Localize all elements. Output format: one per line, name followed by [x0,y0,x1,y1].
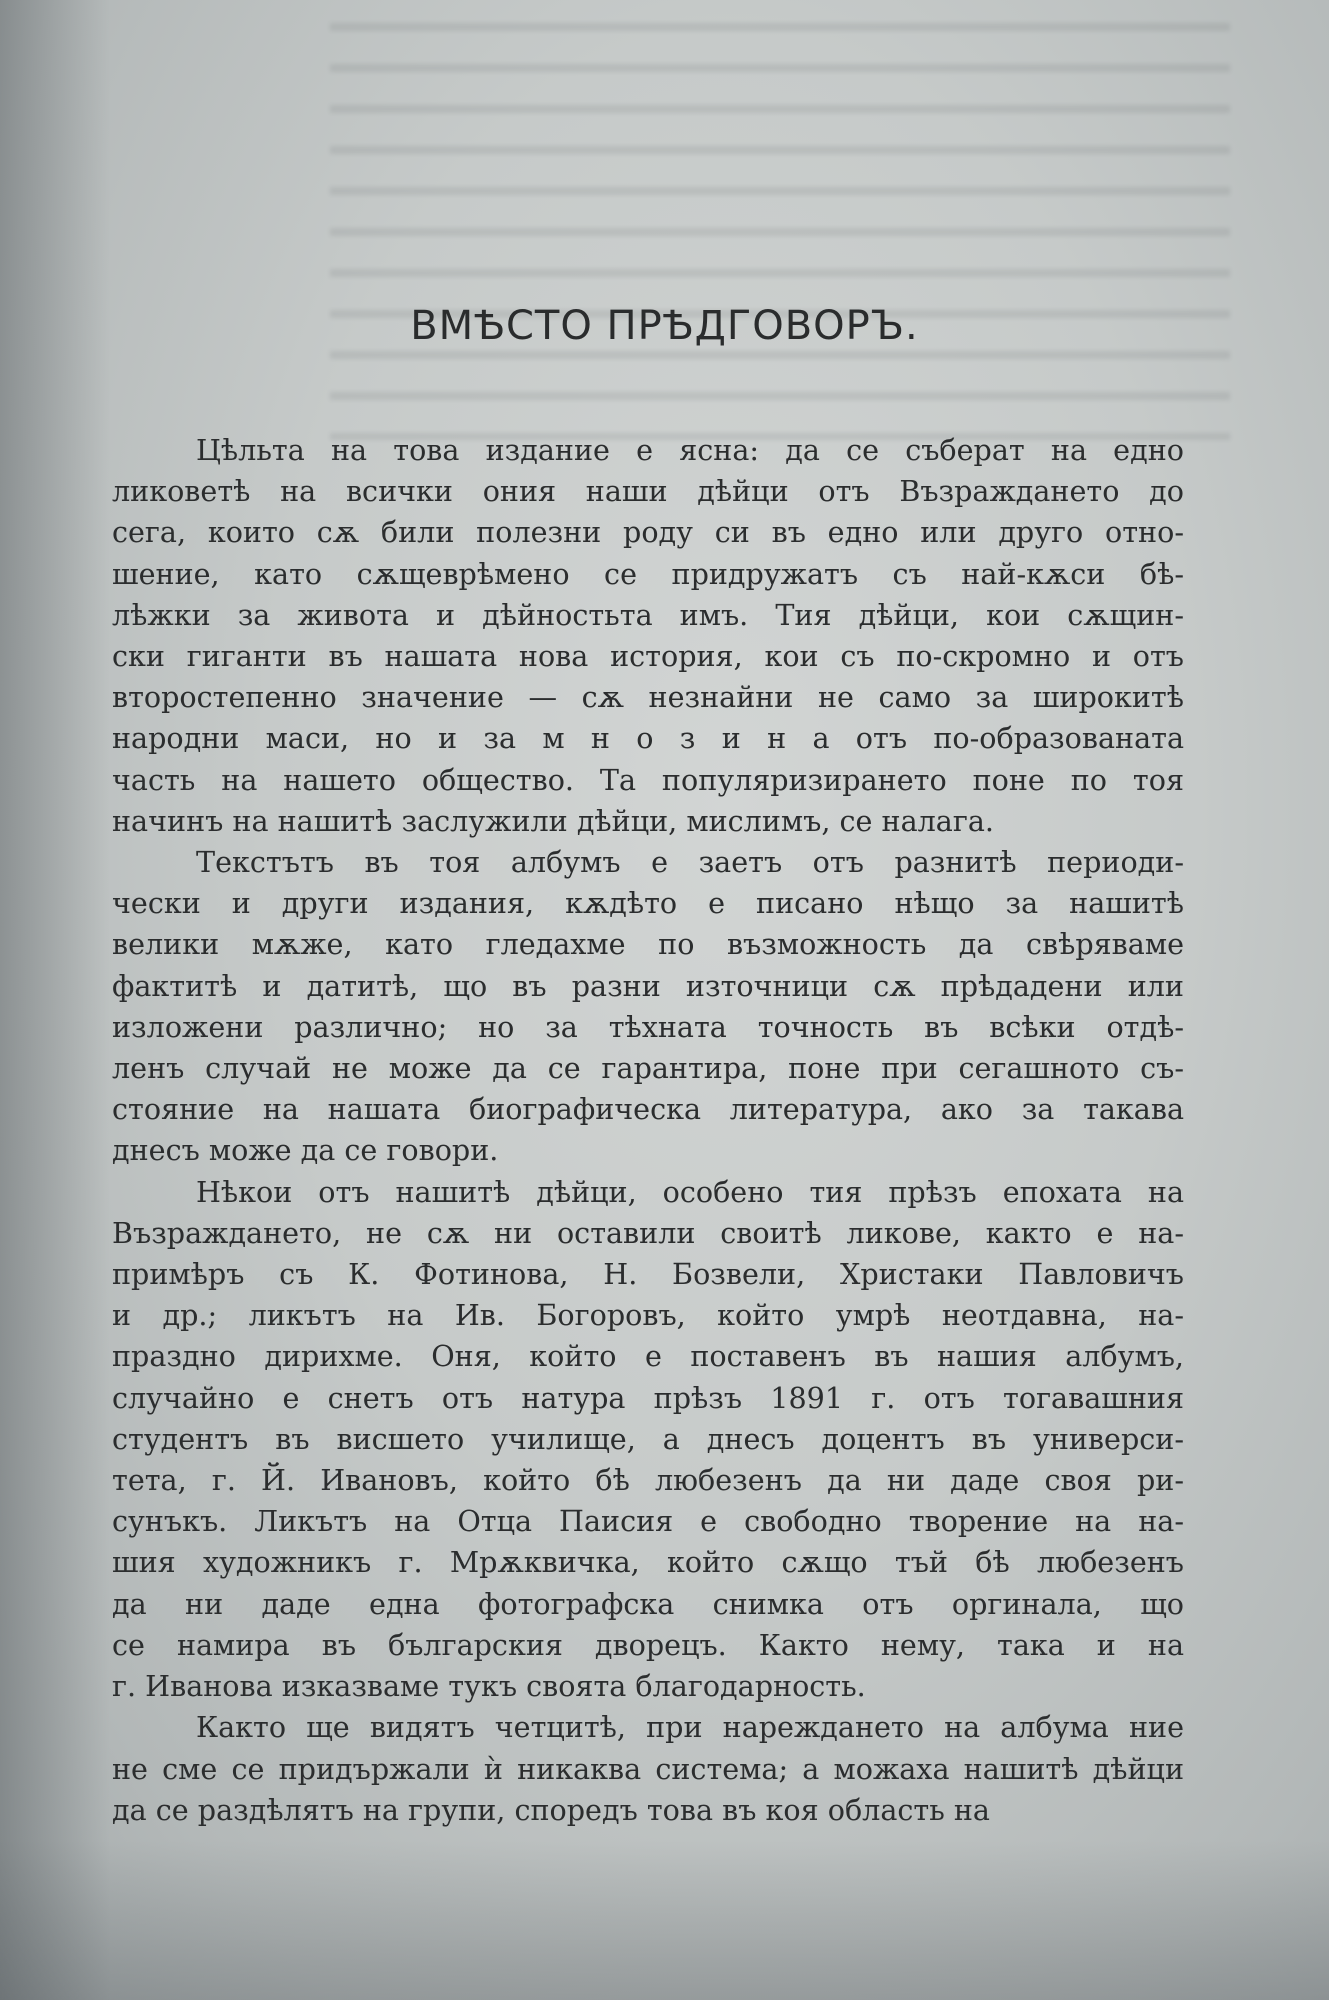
text-line: второстепенно значение — сѫ незнайни не само за широкитѣ [112,680,1184,715]
text-line: примѣръ съ К. Фотинова, Н. Бозвели, Христаки Павловичъ [112,1257,1184,1292]
page-title: ВМѢСТО ПРѢДГОВОРЪ. [410,303,919,349]
text-line: начинъ на нашитѣ заслужили дѣйци, мислимъ, се налага. [112,803,994,838]
text-line: стояние на нашата биографическа литература, ако за такава [112,1092,1184,1127]
text-line: Възраждането, не сѫ ни оставили своитѣ ликове, както е на- [112,1215,1184,1250]
text-line: да ни даде една фотографска снимка отъ оргинала, що [112,1586,1184,1621]
text-line: часть на нашето общество. Та популяризирането поне по тоя [112,762,1184,797]
text-line: шение, като сѫщеврѣмено се придружатъ съ най-кѫси бѣ- [112,556,1184,591]
text-line: шия художникъ г. Мрѫквичка, който сѫщо тъй бѣ любезенъ [112,1545,1184,1580]
text-line: да се раздѣлятъ на групи, споредъ това въ коя область на [112,1792,990,1827]
text-line: изложени различно; но за тѣхната точность въ всѣки отдѣ- [112,1009,1184,1044]
text-line: сунъкъ. Ликътъ на Отца Паисия е свободно творение на на- [112,1504,1184,1539]
text-line: народни маси, но и за м н о з и н а отъ по-образованата [112,721,1184,756]
text-line: Както ще видятъ четцитѣ, при нареждането на албума ние [196,1710,1184,1745]
paragraph [112,842,1184,1172]
text-line: праздно дирихме. Оня, който е поставенъ въ нашия албумъ, [112,1339,1184,1374]
page-shadow-bottom [0,1840,1329,2000]
page-shadow-left [0,0,110,2000]
text-line: днесъ може да се говори. [112,1133,499,1168]
text-line: случайно е снетъ отъ натура прѣзъ 1891 г. отъ тогавашния [112,1380,1184,1415]
text-line: фактитѣ и датитѣ, що въ разни източници сѫ прѣдадени или [112,968,1184,1003]
text-line: тета, г. Й. Ивановъ, който бѣ любезенъ да ни даде своя ри- [112,1463,1184,1498]
text-line: и др.; ликътъ на Ив. Богоровъ, който умрѣ неотдавна, на- [112,1298,1184,1333]
text-line: Текстътъ въ тоя албумъ е заетъ отъ разнитѣ периоди- [196,845,1184,880]
text-line: ленъ случай не може да се гарантира, поне при сегашното съ- [112,1051,1184,1086]
text-line: г. Иванова изказваме тукъ своята благодарность. [112,1669,866,1704]
text-line: Цѣльта на това издание е ясна: да се съберат на едно [196,433,1184,467]
paragraph [112,1707,1184,1831]
text-line: велики мѫже, като гледахме по възможность да свѣряваме [112,927,1184,962]
text-line: не сме се придържали ѝ никаква система; а можаха нашитѣ дѣйци [112,1751,1184,1786]
text-line: ски гиганти въ нашата нова история, кои съ по-скромно и отъ [112,639,1184,674]
body-text [112,430,1184,1831]
text-line: се намира въ българския дворецъ. Както нему, така и на [112,1627,1184,1662]
text-line: сега, които сѫ били полезни роду си въ едно или друго отно- [112,515,1184,550]
text-line: ликоветѣ на всички ония наши дѣйци отъ Възраждането до [112,474,1184,509]
paragraph [112,1172,1184,1708]
text-line: студентъ въ висшето училище, а днесъ доцентъ въ универси- [112,1421,1184,1456]
bleed-through-text [330,0,1230,440]
text-line: чески и други издания, кѫдѣто е писано нѣщо за нашитѣ [112,886,1184,921]
paragraph [112,430,1184,842]
text-line: лѣжки за живота и дѣйностьта имъ. Тия дѣйци, кои сѫщин- [112,597,1184,632]
text-line: Нѣкои отъ нашитѣ дѣйци, особено тия прѣзъ епохата на [196,1174,1184,1209]
